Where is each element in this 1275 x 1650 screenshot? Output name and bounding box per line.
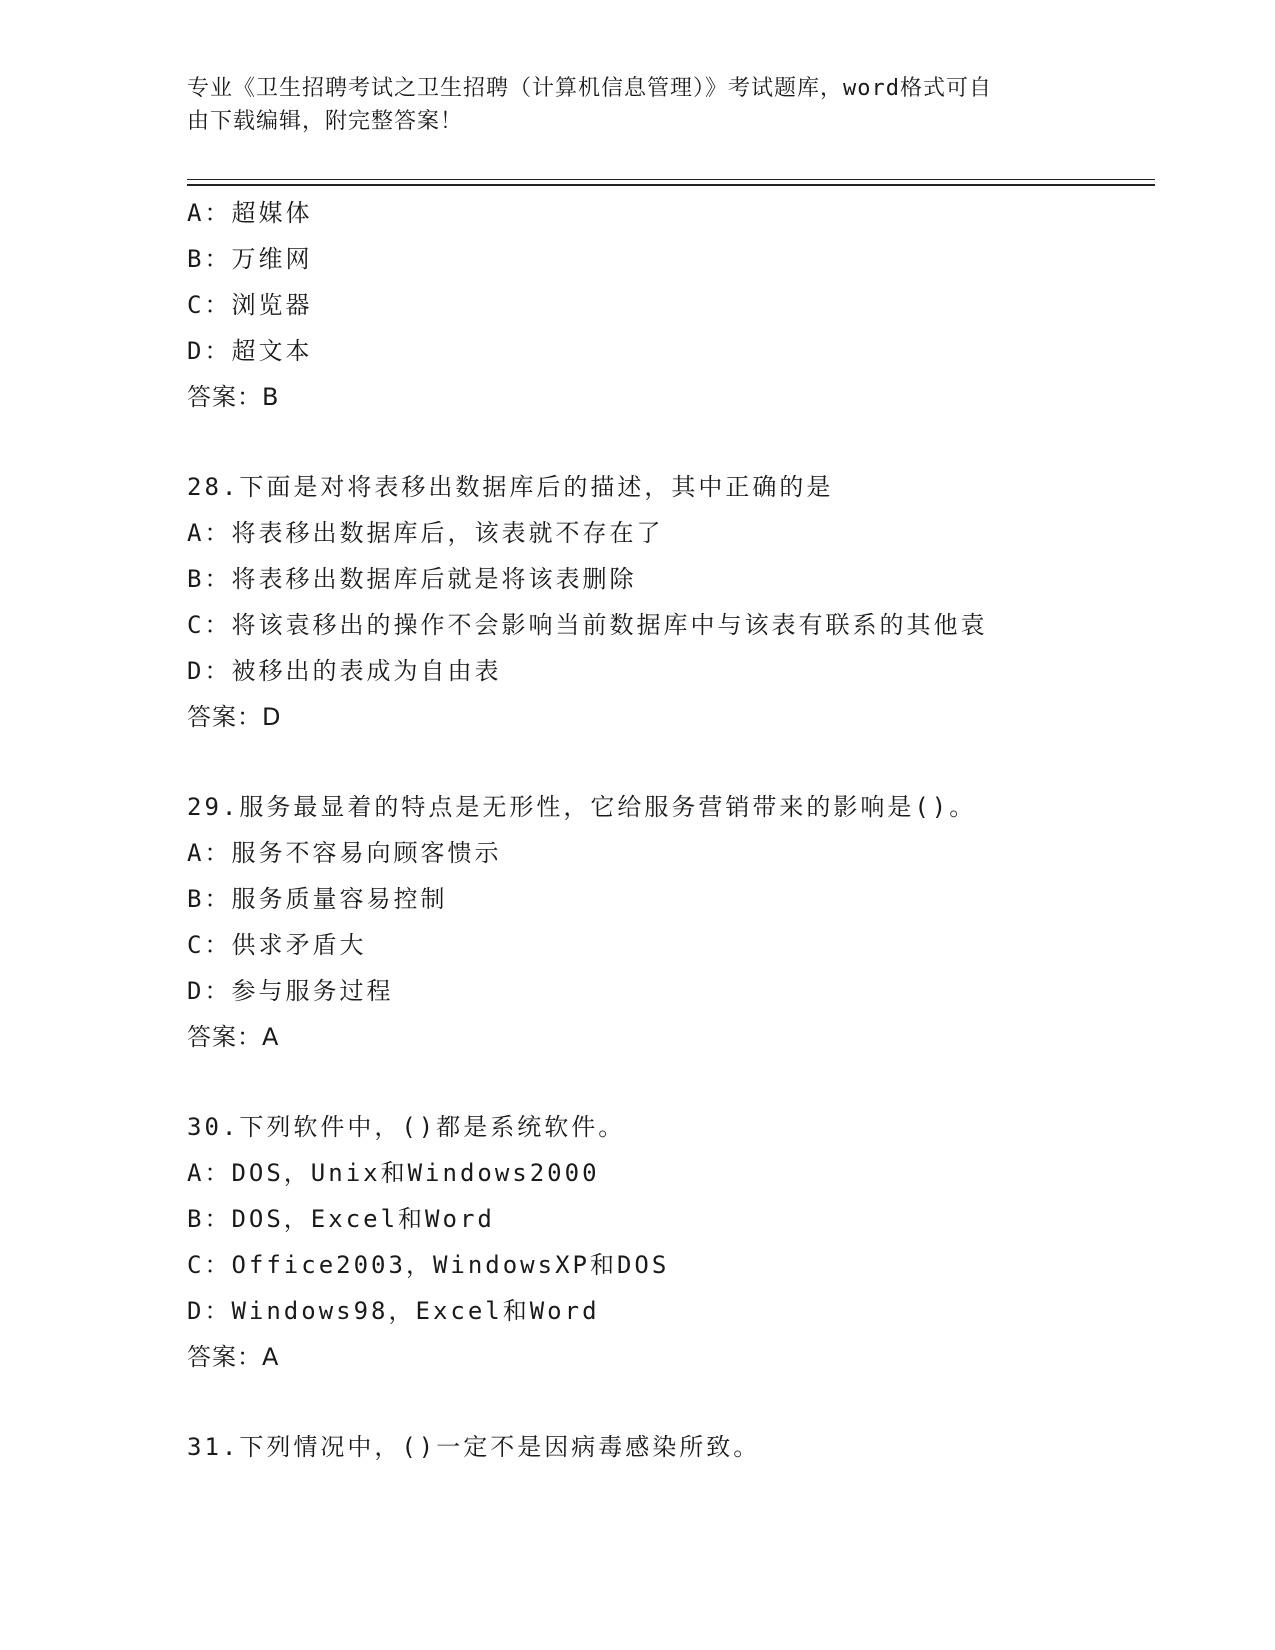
header-line-2: 由下载编辑，附完整答案！ xyxy=(187,109,464,134)
option-b: B：将表移出数据库后就是将该表删除 xyxy=(187,565,637,593)
option-c: C：将该袁移出的操作不会影响当前数据库中与该表有联系的其他袁 xyxy=(187,611,988,639)
option-c: C：供求矛盾大 xyxy=(187,931,367,959)
answer-line: 答案：A xyxy=(187,1343,280,1371)
question-31-block xyxy=(187,1424,1155,1470)
option-d: D：被移出的表成为自由表 xyxy=(187,657,502,685)
question-text: 31.下列情况中，()一定不是因病毒感染所致。 xyxy=(187,1433,761,1461)
spacer xyxy=(187,740,1155,784)
spacer xyxy=(187,420,1155,464)
spacer xyxy=(187,1380,1155,1424)
option-a: A：服务不容易向顾客愦示 xyxy=(187,839,502,867)
question-text: 30.下列软件中，()都是系统软件。 xyxy=(187,1113,626,1141)
question-29-block xyxy=(187,784,1155,1060)
header-divider-thin xyxy=(187,179,1155,180)
option-d: D：参与服务过程 xyxy=(187,977,394,1005)
question-27-block xyxy=(187,190,1155,420)
question-30-block xyxy=(187,1104,1155,1380)
option-c: C：Office2003，WindowsXP和DOS xyxy=(187,1251,670,1279)
option-b: B：DOS，Excel和Word xyxy=(187,1205,495,1233)
answer-line: 答案：A xyxy=(187,1023,280,1051)
option-a: A：DOS，Unix和Windows2000 xyxy=(187,1159,600,1187)
question-list xyxy=(187,190,1155,1470)
option-d: D：超文本 xyxy=(187,337,313,365)
header-line-1: 专业《卫生招聘考试之卫生招聘（计算机信息管理）》考试题库，word格式可自 xyxy=(187,76,992,101)
option-c: C：浏览器 xyxy=(187,291,313,319)
document-header xyxy=(187,72,1067,138)
option-a: A：超媒体 xyxy=(187,199,313,227)
question-text: 29.服务最显着的特点是无形性，它给服务营销带来的影响是()。 xyxy=(187,793,977,821)
option-b: B：万维网 xyxy=(187,245,313,273)
question-28-block xyxy=(187,464,1155,740)
option-d: D：Windows98，Excel和Word xyxy=(187,1297,600,1325)
answer-line: 答案：B xyxy=(187,383,280,411)
option-a: A：将表移出数据库后，该表就不存在了 xyxy=(187,519,664,547)
header-divider-thick xyxy=(187,184,1155,186)
spacer xyxy=(187,1060,1155,1104)
question-text: 28.下面是对将表移出数据库后的描述，其中正确的是 xyxy=(187,473,834,501)
answer-line: 答案：D xyxy=(187,703,282,731)
option-b: B：服务质量容易控制 xyxy=(187,885,448,913)
